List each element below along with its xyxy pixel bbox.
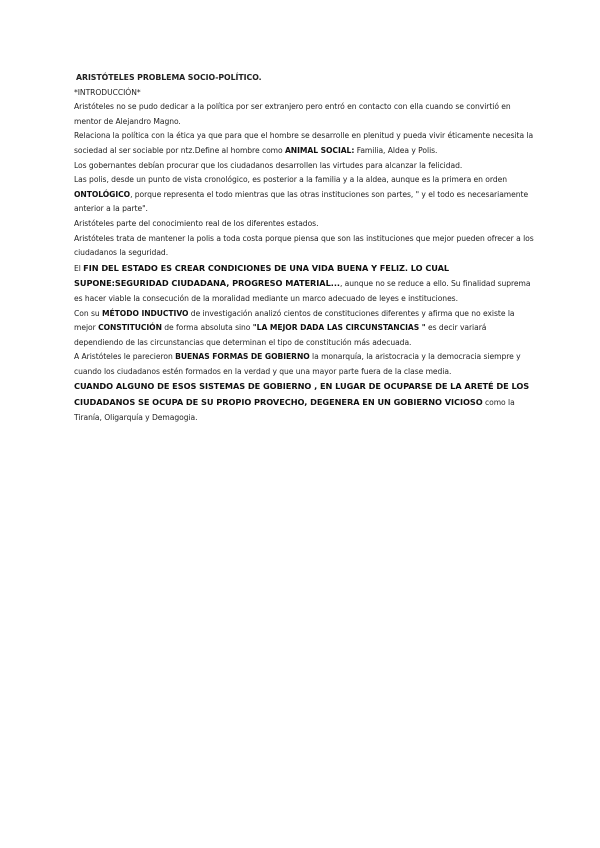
text-run: de investigación analizó cientos de constituciones diferentes y afirma que no existe la mejor (74, 308, 515, 333)
intro-heading: *INTRODUCCIÓN* (74, 87, 141, 97)
text-run: Familia, Aldea y Polis. (354, 145, 438, 155)
text-run: A Aristóteles le parecieron (74, 352, 176, 362)
paragraph-10 (74, 379, 534, 425)
paragraph-8 (74, 307, 534, 351)
bold-term: MÉTODO INDUCTIVO (102, 308, 189, 318)
document-title: ARISTÓTELES PROBLEMA SOCIO-POLÍTICO. (76, 73, 262, 82)
bold-term: CONSTITUCIÓN (98, 323, 162, 333)
bold-term: FIN DEL ESTADO ES CREAR CONDICIONES DE UNA VIDA BUENA Y FELIZ. LO CUAL SUPONE:SEGURIDAD CIUDADANA, PROGRESO MATERIAL... (74, 262, 450, 289)
bold-term: BUENAS FORMAS DE GOBIERNO (175, 352, 310, 362)
text-run: es decir variará dependiendo de las circunstancias que determinan el tipo de constitución más adecuada. (74, 323, 487, 347)
paragraph-1: Aristóteles no se pudo dedicar a la política por ser extranjero pero entró en contacto con ella cuando se convirtió en mentor de Alejandro Magno. (74, 102, 511, 126)
document-body (74, 71, 534, 425)
text-run: , porque representa el todo mientras que las otras instituciones son partes, " y el todo es necesariamente anterior a la parte". (74, 189, 529, 214)
bold-term: CUANDO ALGUNO DE ESOS SISTEMAS DE GOBIERNO , EN LUGAR DE OCUPARSE DE LA ARETÉ DE LOS CIUDADANOS SE OCUPA DE SU PROPIO PROVECHO, DEGENERA EN UN GOBIERNO VICIOSO (74, 381, 530, 408)
text-run: de forma absoluta sino (161, 323, 253, 333)
paragraph-4 (74, 173, 534, 217)
text-run: Relaciona la política con la ética ya que para que el hombre se desarrolle en plenitud y pueda vivir éticamente necesita la sociedad al ser sociable por ntz.Define al hombre como (74, 131, 534, 155)
text-run: la monarquía, la aristocracia y la democracia siempre y cuando los ciudadanos estén formados en la verdad y que una mayor parte fuera de la clase media. (74, 352, 521, 376)
paragraph-2 (74, 129, 534, 158)
text-run: , aunque no se reduce a ello. Su finalidad suprema es hacer viable la consecución de la moralidad mediante un marco adecuado de leyes e instituciones. (74, 279, 531, 303)
paragraph-7 (74, 261, 534, 307)
text-run: Con su (74, 308, 103, 318)
text-run: Las polis, desde un punto de vista cronológico, es posterior a la familia y a la aldea, aunque es la primera en orden (74, 175, 507, 185)
bold-term: ANIMAL SOCIAL: (284, 145, 355, 155)
paragraph-3: Los gobernantes debían procurar que los ciudadanos desarrollen las virtudes para alcanzar la felicidad. (74, 160, 463, 170)
paragraph-9 (74, 350, 534, 379)
paragraph-5: Aristóteles parte del conocimiento real de los diferentes estados. (74, 218, 319, 228)
text-run: El (74, 263, 84, 273)
paragraph-6: Aristóteles trata de mantener la polis a toda costa porque piensa que son las instituciones que mejor pueden ofrecer a los ciudadanos la seguridad. (74, 233, 534, 258)
bold-term: ONTOLÓGICO (74, 189, 131, 199)
bold-term: "LA MEJOR DADA LAS CIRCUNSTANCIAS " (252, 323, 426, 333)
text-run: como la Tiranía, Oligarquía y Demagogia. (74, 398, 515, 422)
